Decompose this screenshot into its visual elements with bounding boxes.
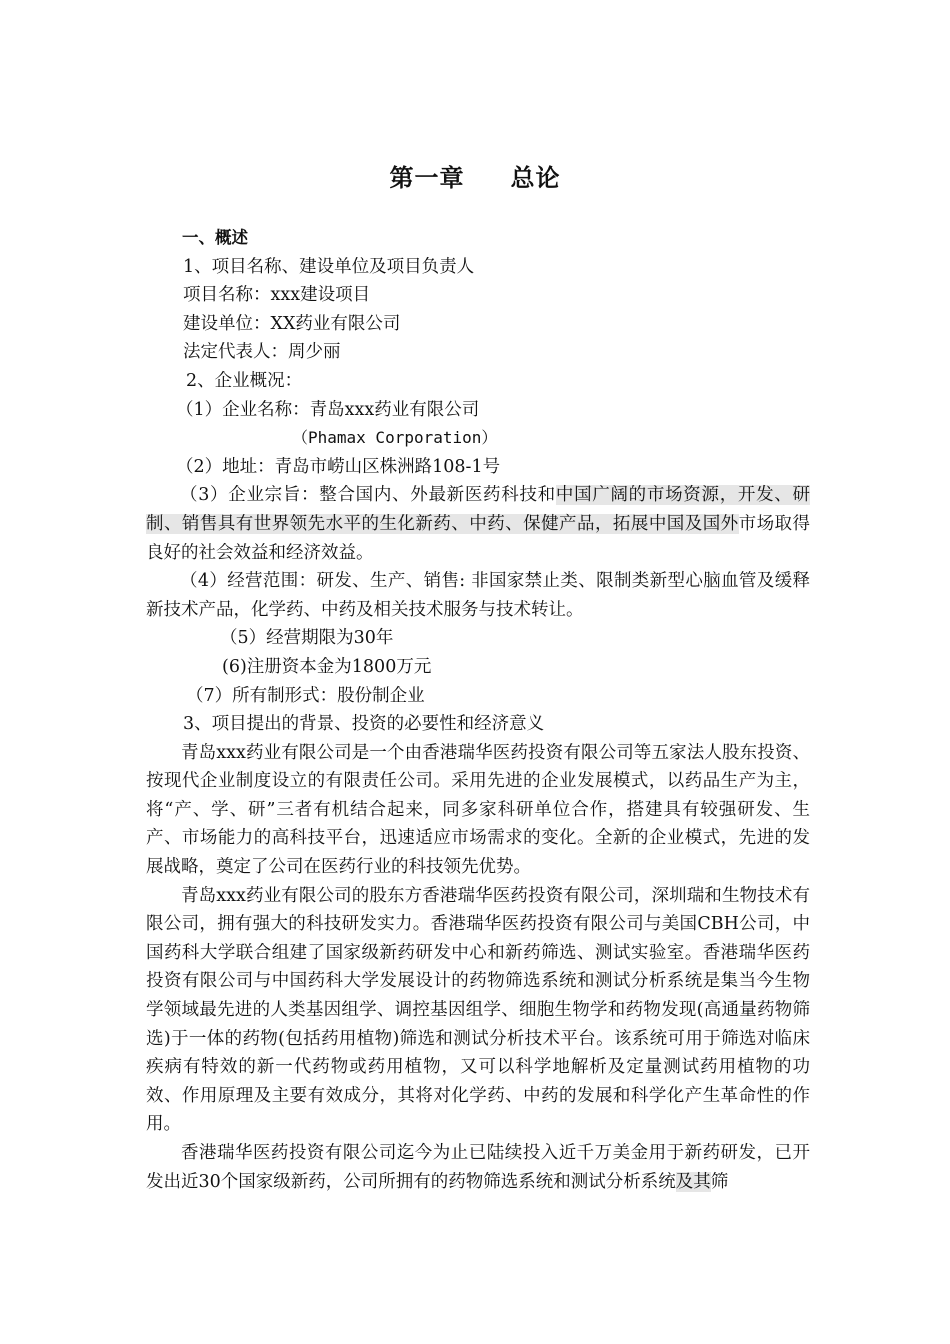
item3-heading: 3、项目提出的背景、投资的必要性和经济意义 bbox=[183, 714, 545, 735]
purpose-text: （3）企业宗旨：整合国内、外最新医药科技和 bbox=[180, 485, 556, 506]
paragraph-3 bbox=[146, 1139, 810, 1196]
builder: 建设单位：XX药业有限公司 bbox=[183, 313, 401, 334]
company-name: （1）企业名称：青岛xxx药业有限公司 bbox=[176, 399, 480, 420]
ownership-form: （7）所有制形式：股份制企业 bbox=[186, 685, 425, 706]
registered-capital: (6)注册资本金为1800万元 bbox=[222, 656, 432, 677]
company-purpose bbox=[146, 481, 810, 567]
chapter-title bbox=[0, 158, 950, 193]
section-heading: 一、概述 bbox=[182, 228, 248, 247]
company-name-english: （Phamax Corporation） bbox=[292, 428, 498, 448]
chapter-name: 总论 bbox=[510, 164, 561, 192]
company-address: （2）地址：青岛市崂山区株洲路108-1号 bbox=[176, 456, 501, 477]
project-name: 项目名称：xxx建设项目 bbox=[183, 285, 371, 306]
legal-representative: 法定代表人：周少丽 bbox=[183, 342, 341, 363]
business-scope: （4）经营范围：研发、生产、销售: 非国家禁止类、限制类新型心脑血管及缓释新技术产品，化学药、中药及相关技术服务与技术转让。 bbox=[146, 571, 810, 620]
business-term: （5）经营期限为30年 bbox=[220, 628, 394, 649]
paragraph-3-text: 香港瑞华医药投资有限公司迄今为止已陆续投入近千万美金用于新药研发，已开发出近30个国家级新药，公司所拥有的药物筛选系统和测试分析系统 bbox=[146, 1143, 810, 1192]
paragraph-3-highlight: 及其 bbox=[675, 1171, 711, 1192]
purpose-text-end: 市场取得良好的社会效益和经济效益。 bbox=[146, 513, 810, 563]
chapter-number: 第一章 bbox=[389, 164, 465, 192]
paragraph-2: 青岛xxx药业有限公司的股东方香港瑞华医药投资有限公司，深圳瑞和生物技术有限公司，拥有强大的科技研发实力。香港瑞华医药投资有限公司与美国CBH公司，中国药科大学联合组建了国家级新药研发中心和新药筛选、测试实验室。香港瑞华医药投资有限公司与中国药科大学发展设计的药物筛选系统和测试分析系统是集当今生物学领域最先进的人类基因组学、调控基因组学、细胞生物学和药物发现(高通量药物筛选)于一体的药物(包括药用植物)筛选和测试分析技术平台。该系统可用于筛选对临床疾病有特效的新一代药物或药用植物，又可以科学地解析及定量测试药用植物的功效、作用原理及主要有效成分，其将对化学药、中药的发展和科学化产生革命性的作用。 bbox=[146, 885, 810, 1135]
paragraph-1: 青岛xxx药业有限公司是一个由香港瑞华医药投资有限公司等五家法人股东投资、按现代企业制度设立的有限责任公司。采用先进的企业发展模式，以药品生产为主，将“产、学、研”三者有机结合起来，同多家科研单位合作，搭建具有较强研发、生产、市场能力的高科技平台，迅速适应市场需求的变化。全新的企业模式，先进的发展战略，奠定了公司在医药行业的科技领先优势。 bbox=[146, 742, 810, 878]
item1-heading: 1、项目名称、建设单位及项目负责人 bbox=[183, 256, 475, 277]
item2-heading: 2、企业概况： bbox=[186, 370, 303, 391]
paragraph-3-end: 筛 bbox=[710, 1171, 729, 1192]
document-body bbox=[146, 224, 810, 1196]
purpose-highlighted-text: 中国广阔的市场资源，开发、研制、销售具有世界领先水平的生化新药、中药、保健产品，拓展中国及国外 bbox=[146, 485, 810, 534]
